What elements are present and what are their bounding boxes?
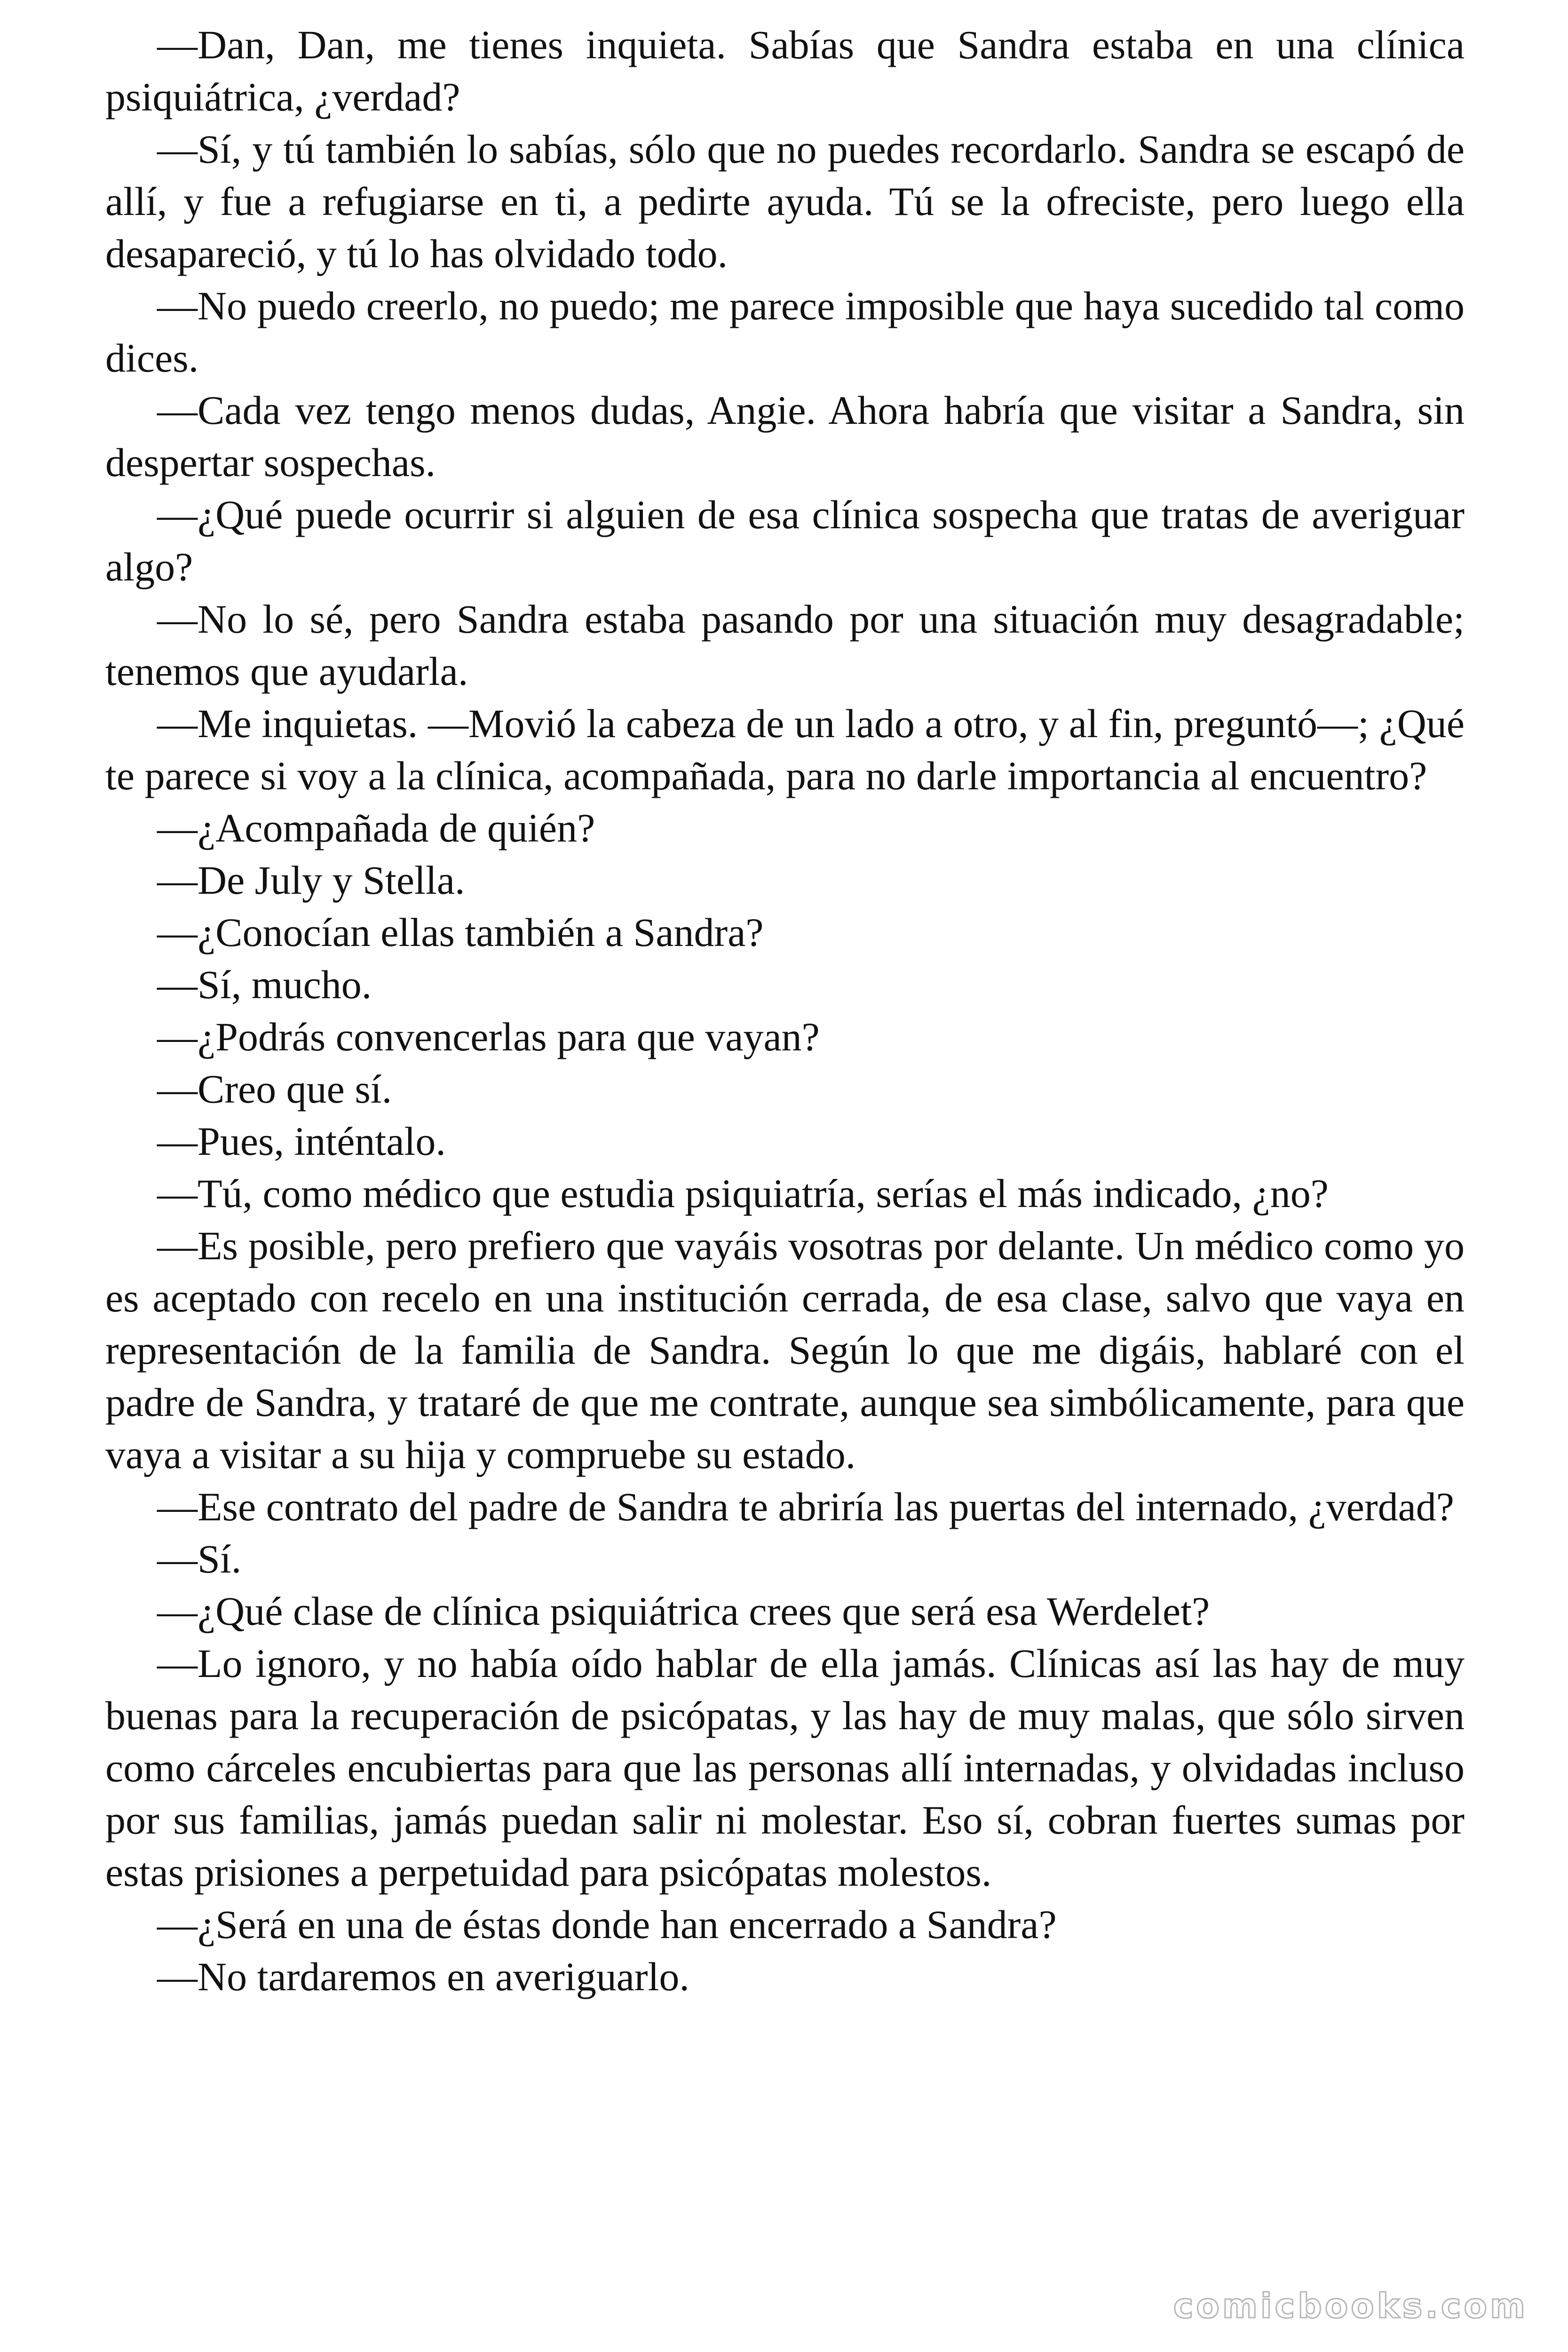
paragraph-10: —¿Conocían ellas también a Sandra? [157,910,764,955]
paragraph-12: —¿Podrás convencerlas para que vayan? [157,1014,820,1059]
paragraph-7: —Me inquietas. —Movió la cabeza de un lado a otro, y al fin, preguntó—; ¿Qué te parece si voy a la clínica, acompañada, para no darle importancia al encuentro? [105,701,1465,798]
watermark-text: comicbooks.com [1173,2286,1528,2326]
paragraph-6: —No lo sé, pero Sandra estaba pasando por una situación muy desagradable; tenemos que ayudarla. [105,596,1465,694]
paragraph-3: —No puedo creerlo, no puedo; me parece imposible que haya sucedido tal como dices. [105,283,1465,381]
paragraph-5: —¿Qué puede ocurrir si alguien de esa clínica sospecha que tratas de averiguar algo? [105,492,1465,589]
paragraph-22: —No tardaremos en averiguarlo. [157,1954,689,1999]
paragraph-19: —¿Qué clase de clínica psiquiátrica crees que será esa Werdelet? [157,1589,1210,1634]
paragraph-13: —Creo que sí. [157,1066,392,1112]
paragraph-9: —De July y Stella. [157,858,465,903]
paragraph-11: —Sí, mucho. [157,962,372,1007]
paragraph-18: —Sí. [157,1536,242,1581]
paragraph-17: —Ese contrato del padre de Sandra te abriría las puertas del internado, ¿verdad? [157,1484,1454,1529]
paragraph-20: —Lo ignoro, y no había oído hablar de ella jamás. Clínicas así las hay de muy buenas para la recuperación de psicópatas, y las hay de muy malas, que sólo sirven como cárceles encubiertas para que las personas allí internadas, y olvidadas incluso por sus familias, jamás puedan salir ni molestar. Eso sí, cobran fuertes sumas por estas prisiones a perpetuidad para psicópatas molestos. [105,1641,1465,1895]
paragraph-15: —Tú, como médico que estudia psiquiatría, serías el más indicado, ¿no? [157,1171,1329,1216]
paragraph-21: —¿Será en una de éstas donde han encerrado a Sandra? [157,1902,1057,1947]
paragraph-16: —Es posible, pero prefiero que vayáis vosotras por delante. Un médico como yo es aceptado con recelo en una institución cerrada, de esa clase, salvo que vaya en representación de la familia de Sandra. Según lo que me digáis, hablaré con el padre de Sandra, y trataré de que me contrate, aunque sea simbólicamente, para que vaya a visitar a su hija y compruebe su estado. [105,1223,1465,1477]
paragraph-4: —Cada vez tengo menos dudas, Angie. Ahora habría que visitar a Sandra, sin despertar sospechas. [105,388,1465,485]
paragraph-1: —Dan, Dan, me tienes inquieta. Sabías que Sandra estaba en una clínica psiquiátrica, ¿verdad? [105,22,1465,119]
paragraph-14: —Pues, inténtalo. [157,1119,446,1164]
paragraph-2: —Sí, y tú también lo sabías, sólo que no puedes recordarlo. Sandra se escapó de allí, y fue a refugiarse en ti, a pedirte ayuda. Tú se la ofreciste, pero luego ella desapareció, y tú lo has olvidado todo. [105,127,1465,276]
text-column [105,19,1465,2003]
paragraph-8: —¿Acompañada de quién? [157,805,595,850]
